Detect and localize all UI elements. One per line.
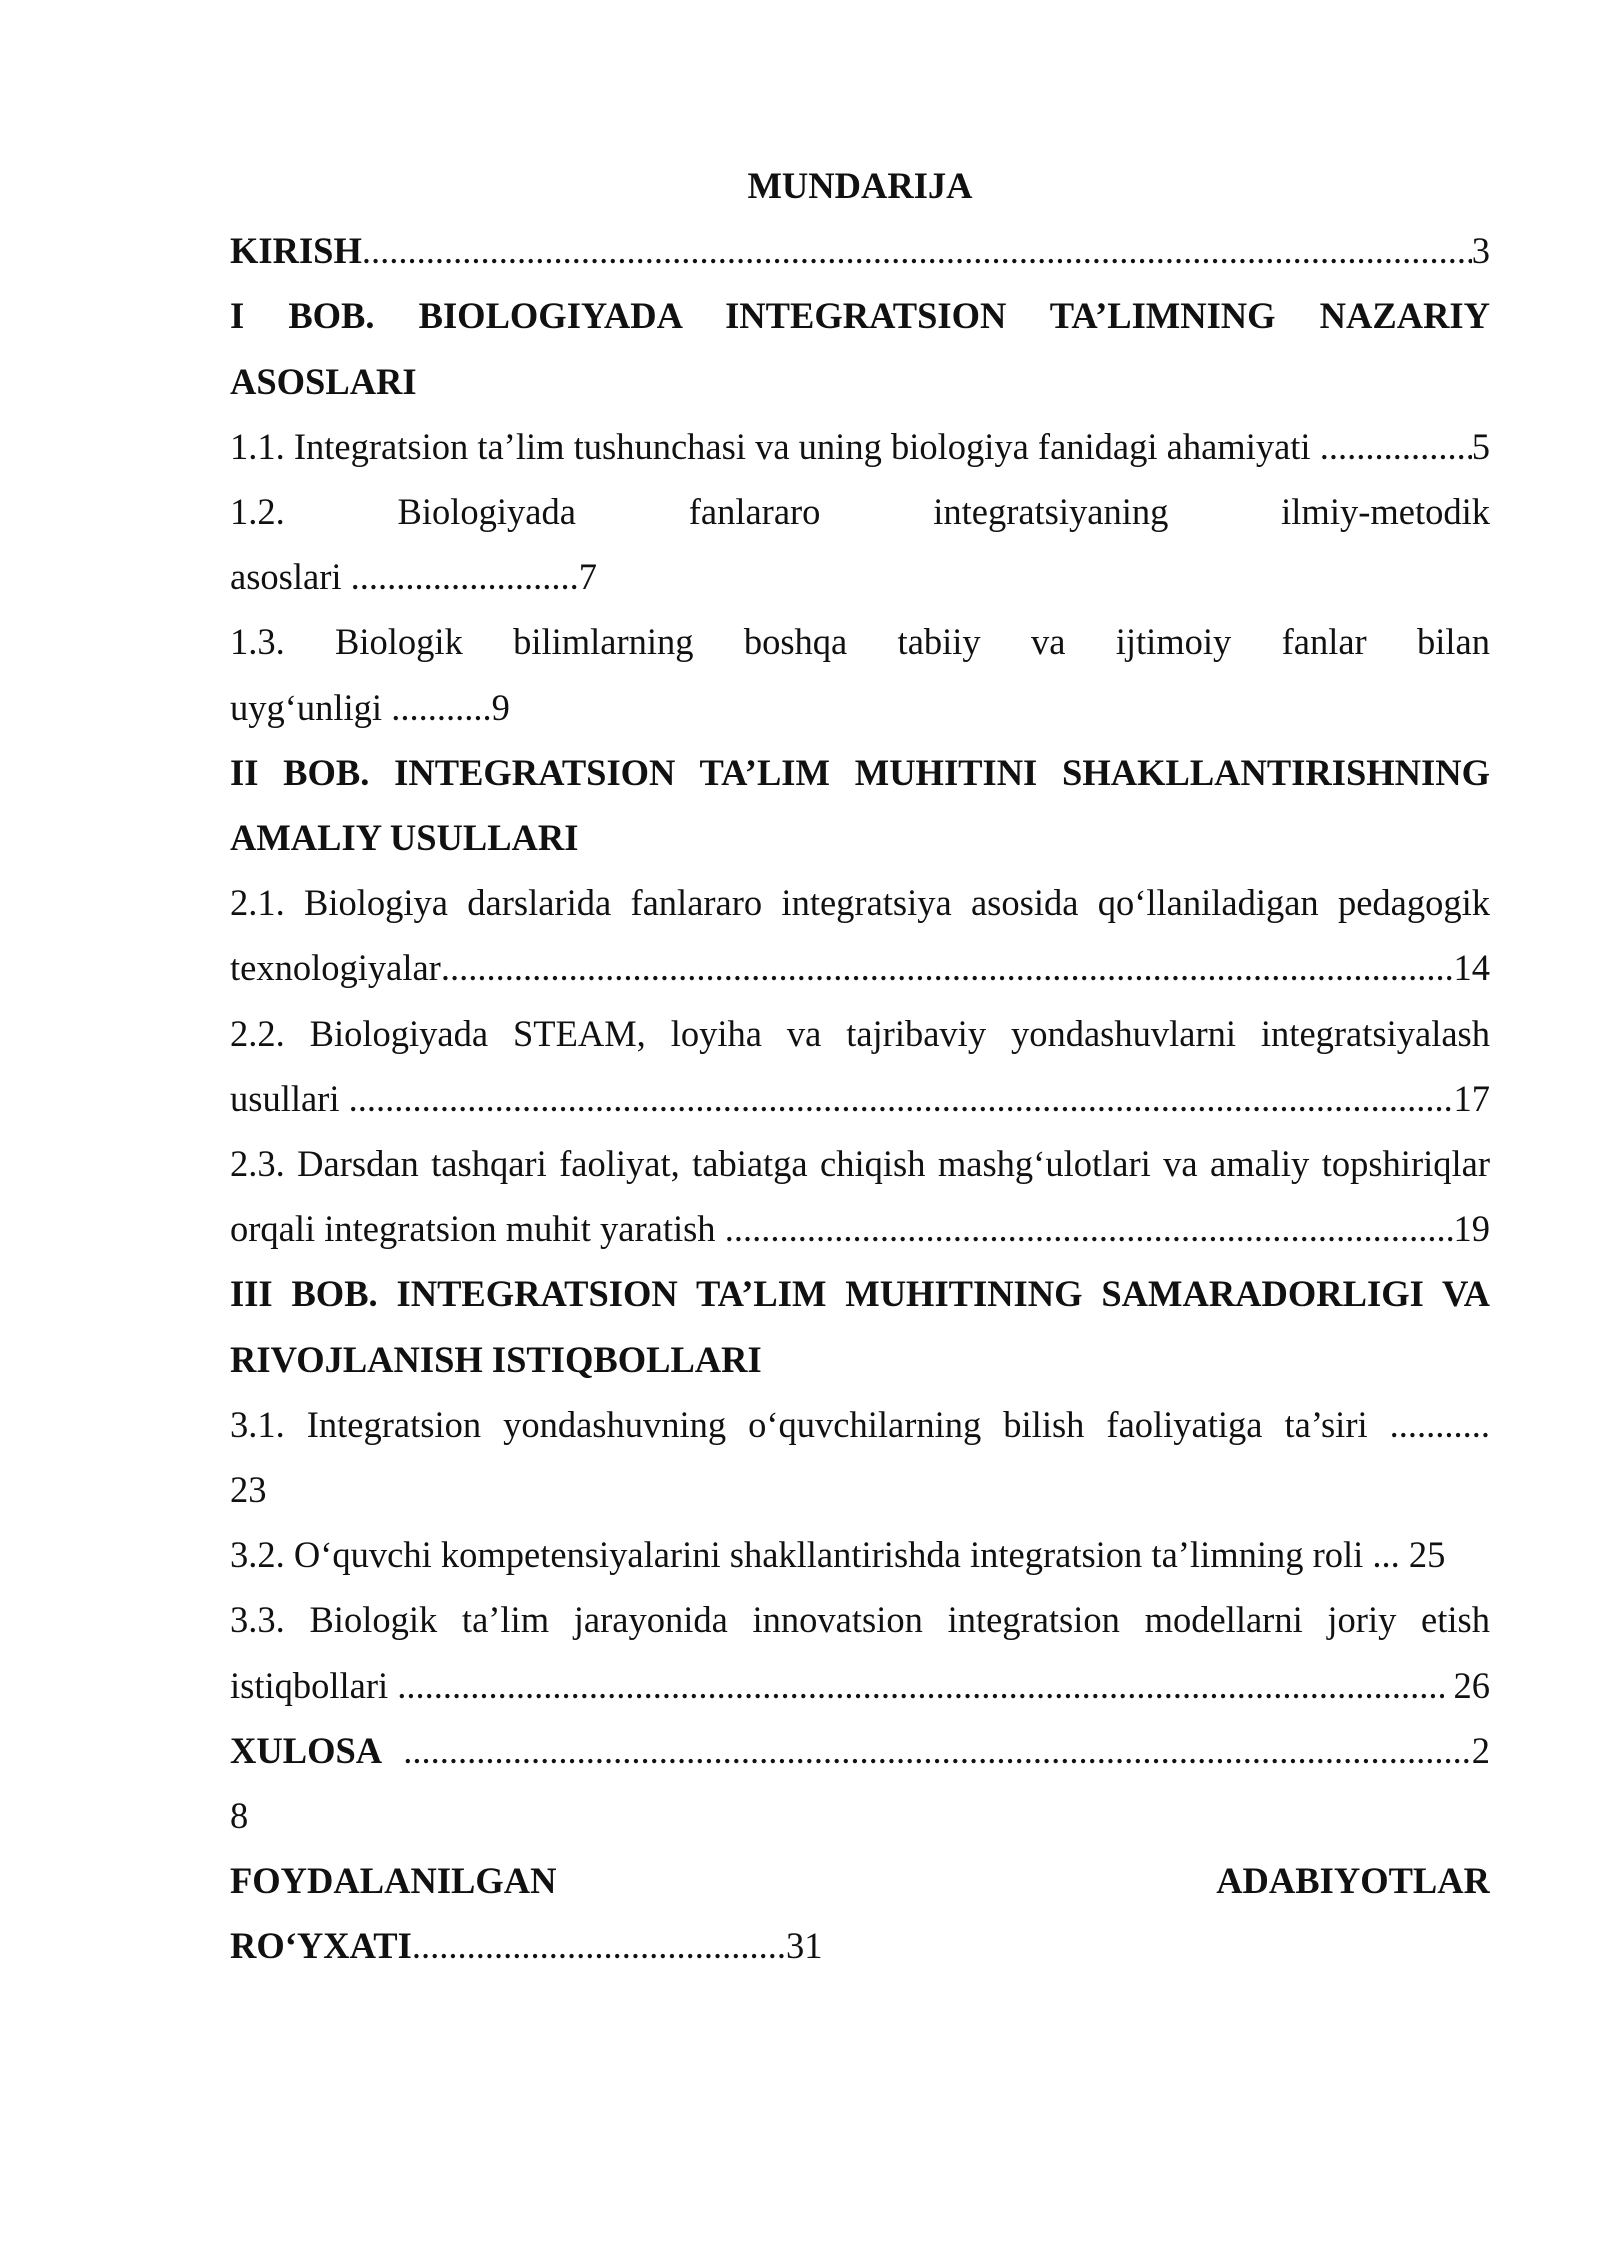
toc-entry-2-1-cont [230, 935, 1490, 1000]
toc-label: usullari [230, 1077, 349, 1119]
toc-page-number: 2 [1471, 1729, 1490, 1771]
table-of-contents [230, 153, 1490, 1979]
toc-entry-3-3[interactable]: 3.3. Biologik ta’lim jarayonida innovatsion integratsion modellarni joriy etish [230, 1599, 1490, 1641]
toc-entry-xulosa-cont: 8 [230, 1795, 249, 1837]
toc-page-number: 14 [1453, 947, 1490, 989]
toc-dots [397, 1653, 1444, 1718]
toc-entry-3-1[interactable]: 3.1. Integratsion yondashuvning o‘quvchilarning bilish faoliyatiga ta’siri ........... [230, 1403, 1490, 1445]
toc-entry-1-1[interactable] [230, 414, 1490, 479]
chapter-1-heading-cont: ASOSLARI [230, 360, 417, 402]
toc-dots [1320, 414, 1472, 479]
toc-label: KIRISH [230, 230, 362, 272]
toc-page-number: 3 [1471, 230, 1490, 272]
toc-entry-2-3-cont [230, 1196, 1490, 1261]
toc-dots [362, 218, 1472, 283]
toc-label: RO‘YXATI [230, 1925, 412, 1967]
toc-entry-2-1[interactable]: 2.1. Biologiya darslarida fanlararo integratsiya asosida qo‘llaniladigan pedagogik [230, 882, 1490, 924]
toc-label: texnologiyalar [230, 947, 441, 989]
chapter-2-heading[interactable]: II BOB. INTEGRATSION TA’LIM MUHITINI SHAKLLANTIRISHNING [230, 751, 1490, 793]
toc-entry-2-3[interactable]: 2.3. Darsdan tashqari faoliyat, tabiatga chiqish mashg‘ulotlari va amaliy topshiriqlar [230, 1143, 1490, 1185]
toc-entry-1-2-cont: asoslari .........................7 [230, 556, 597, 598]
toc-dots [441, 935, 1454, 1000]
page-title: MUNDARIJA [747, 165, 973, 206]
toc-entry-1-2[interactable]: 1.2. Biologiyada fanlararo integratsiyaning ilmiy-metodik [230, 491, 1490, 533]
toc-entry-2-2-cont [230, 1066, 1490, 1131]
toc-label: 1.1. Integratsion ta’lim tushunchasi va uning biologiya fanidagi ahamiyati [230, 425, 1320, 467]
toc-entry-references-cont [230, 1913, 1490, 1978]
toc-entry-xulosa[interactable] [230, 1718, 1490, 1783]
toc-page-number: 19 [1453, 1208, 1490, 1250]
toc-dots [403, 1718, 1472, 1783]
toc-label-right: ADABIYOTLAR [1216, 1860, 1490, 1902]
toc-entry-references[interactable] [230, 1848, 1490, 1913]
toc-entry-2-2[interactable]: 2.2. Biologiyada STEAM, loyiha va tajribaviy yondashuvlarni integratsiyalash [230, 1012, 1490, 1054]
toc-entry-3-2[interactable]: 3.2. O‘quvchi kompetensiyalarini shakllantirishda integratsion ta’limning roli ... 25 [230, 1534, 1446, 1576]
chapter-1-heading[interactable]: I BOB. BIOLOGIYADA INTEGRATSION TA’LIMNING NAZARIY [230, 295, 1490, 337]
toc-entry-3-3-cont [230, 1653, 1490, 1718]
chapter-2-heading-cont: AMALIY USULLARI [230, 817, 579, 859]
toc-entry-kirish[interactable] [230, 218, 1490, 283]
toc-dots [725, 1196, 1454, 1261]
toc-label: XULOSA [230, 1729, 390, 1771]
toc-entry-3-1-cont: 23 [230, 1469, 267, 1511]
chapter-3-heading[interactable]: III BOB. INTEGRATSION TA’LIM MUHITINING SAMARADORLIGI VA [230, 1273, 1490, 1315]
toc-dots [349, 1066, 1454, 1131]
toc-label-left: FOYDALANILGAN [230, 1860, 557, 1902]
toc-label: orqali integratsion muhit yaratish [230, 1208, 725, 1250]
chapter-3-heading-cont: RIVOJLANISH ISTIQBOLLARI [230, 1338, 762, 1380]
toc-dots-and-page: .........................................31 [411, 1925, 823, 1967]
toc-page-number: 17 [1453, 1077, 1490, 1119]
toc-entry-1-3[interactable]: 1.3. Biologik bilimlarning boshqa tabiiy va ijtimoiy fanlar bilan [230, 621, 1490, 663]
toc-label: istiqbollari [230, 1664, 398, 1706]
toc-entry-1-3-cont: uyg‘unligi ...........9 [230, 686, 510, 728]
toc-page-number: 5 [1471, 425, 1490, 467]
toc-page-number: 26 [1444, 1664, 1490, 1706]
